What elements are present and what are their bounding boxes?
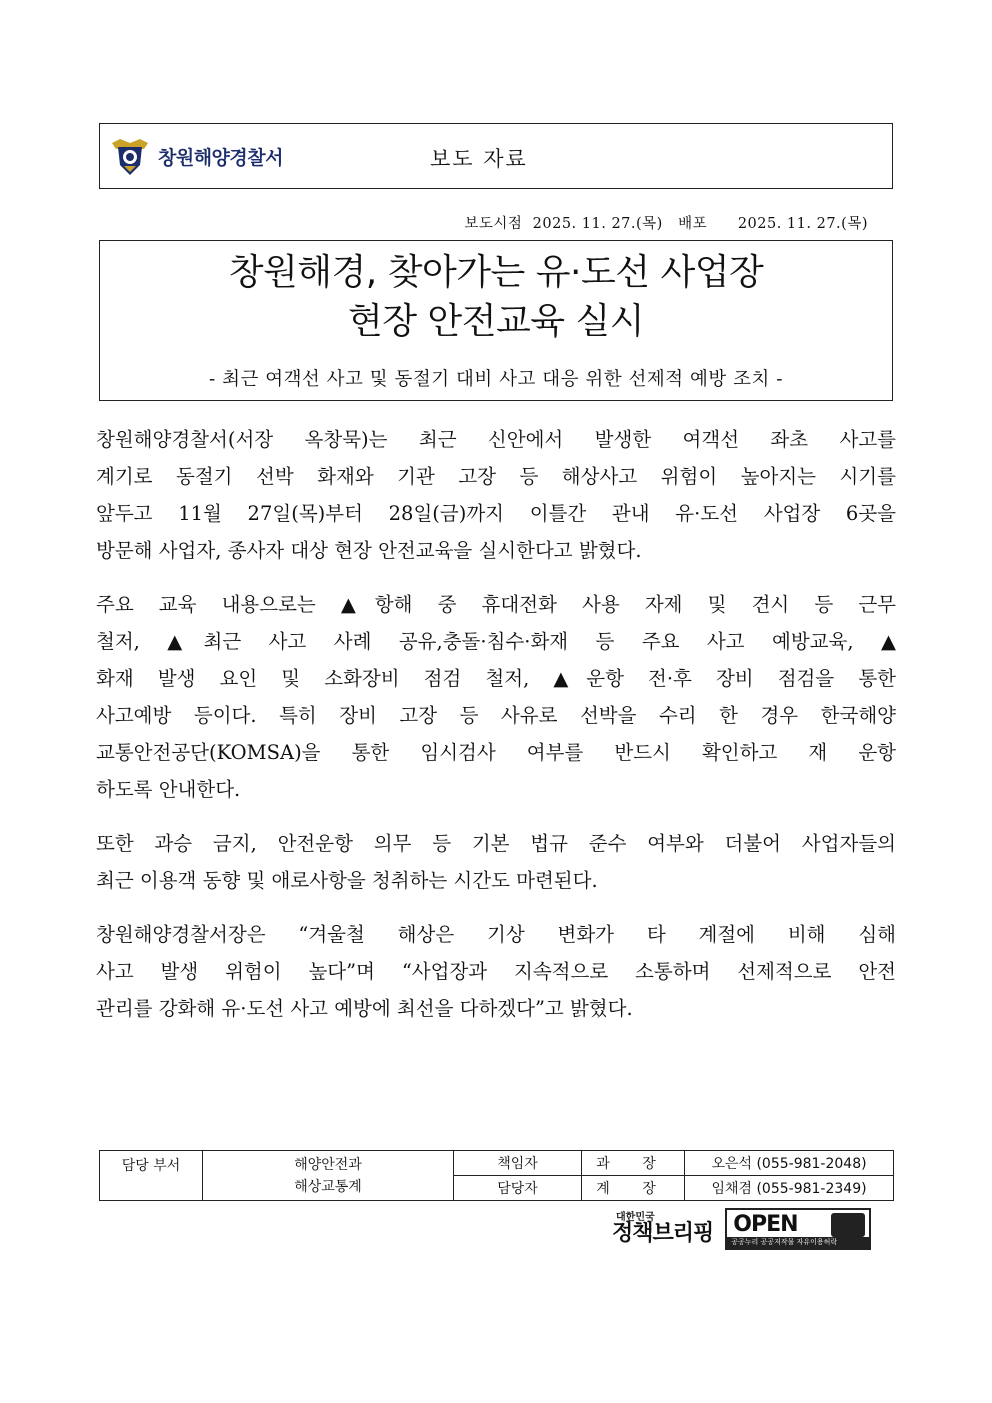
press-release-header [99,123,893,189]
title-box [99,240,893,401]
subtitle: - 최근 여객선 사고 및 동절기 대비 사고 대응 위한 선제적 예방 조치 - [208,369,784,390]
paragraph-line: 최근 이용객 동향 및 애로사항을 청취하는 시간도 마련된다. [96,869,598,892]
paragraph-line: 창원해양경찰서(서장 옥창묵)는 최근 신안에서 발생한 여객선 좌초 사고를 [96,428,896,451]
paragraph-line: 방문해 사업자, 종사자 대상 현장 안전교육을 실시한다고 밝혔다. [96,539,642,562]
paragraph-line: 교통안전공단(KOMSA)을 통한 임시검사 여부를 반드시 확인하고 재 운항 [96,741,896,764]
contact-person: 임채겸 (055-981-2349) [685,1176,894,1201]
document-type: 보도 자료 [430,147,528,171]
paragraph-line: 철저, ▲최근 사고 사례 공유,충돌·침수·화재 등 주요 사고 예방교육, ▲ [96,630,896,653]
agency-logo [110,135,283,177]
org-name: 창원해양경찰서 [158,146,283,169]
article-body [96,421,896,1044]
dept-label: 담당 부서 [100,1151,203,1201]
paragraph [96,586,896,808]
paragraph [96,421,896,569]
contact-role: 책임자 [454,1151,582,1176]
kogl-open-badge: OPEN 공공누리 공공저작물 자유이용허락 [725,1208,871,1250]
paragraph-line: 계기로 동절기 선박 화재와 기관 고장 등 해상사고 위험이 높아지는 시기를 [96,465,896,488]
headline-line-2: 현장 안전교육 실시 [347,301,645,342]
paragraph-line: 주요 교육 내용으로는 ▲항해 중 휴대전화 사용 자제 및 견시 등 근무 [96,593,896,616]
contact-position: 계 장 [582,1176,685,1201]
contact-person: 오은석 (055-981-2048) [685,1151,894,1176]
contact-position: 과 장 [582,1151,685,1176]
contact-table [99,1150,894,1201]
footer-logos [612,1208,871,1250]
paragraph-line: 관리를 강화해 유·도선 사고 예방에 최선을 다하겠다”고 밝혔다. [96,997,633,1020]
policy-briefing-logo: 대한민국 정책브리핑 [612,1212,714,1246]
paragraph-line: 창원해양경찰서장은 “겨울철 해상은 기상 변화가 타 계절에 비해 심해 [96,923,896,946]
paragraph-line: 화재 발생 요인 및 소화장비 점검 철저, ▲운항 전·후 장비 점검을 통한 [96,667,896,690]
release-info: 보도시점 2025. 11. 27.(목) 배포 2025. 11. 27.(목) [464,216,868,232]
dept-name [203,1151,454,1201]
paragraph-line: 사고예방 등이다. 특히 장비 고장 등 사유로 선박을 수리 한 경우 한국해양 [96,704,896,727]
contact-row [100,1151,894,1176]
paragraph [96,916,896,1027]
paragraph-line: 사고 발생 위험이 높다”며 “사업장과 지속적으로 소통하며 선제적으로 안전 [96,960,896,983]
contact-role: 담당자 [454,1176,582,1201]
paragraph-line: 하도록 안내한다. [96,778,241,801]
coast-guard-emblem-icon [110,135,150,177]
headline-line-1: 창원해경, 찾아가는 유·도선 사업장 [228,252,764,293]
dept-line-2: 해상교통계 [294,1178,362,1195]
headline [100,248,892,346]
paragraph [96,825,896,899]
paragraph-line: 또한 과승 금지, 안전운항 의무 등 기본 법규 준수 여부와 더불어 사업자들의 [96,832,896,855]
attribution-icon [831,1213,865,1237]
dept-line-1: 해양안전과 [294,1156,362,1173]
paragraph-line: 앞두고 11월 27일(목)부터 28일(금)까지 이틀간 관내 유·도선 사업장 6곳을 [96,502,896,525]
